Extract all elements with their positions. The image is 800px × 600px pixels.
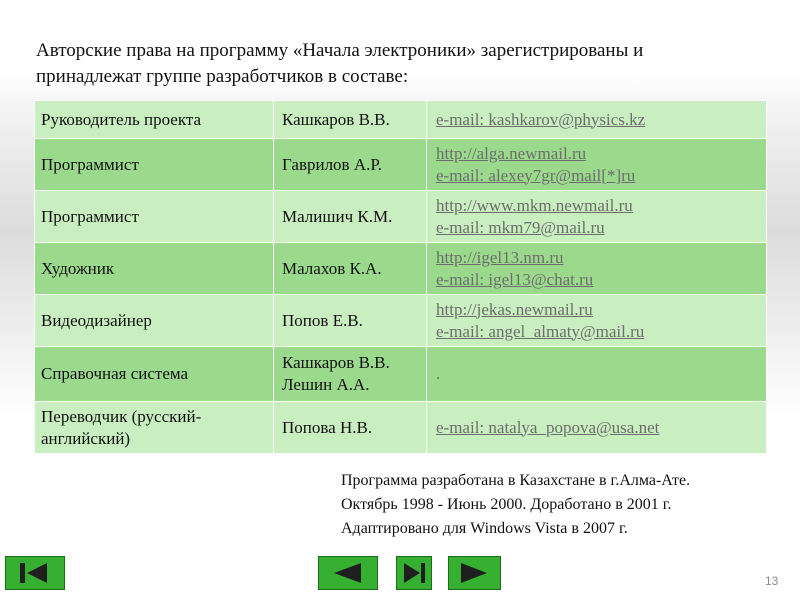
previous-slide-icon <box>319 557 377 589</box>
contact-cell <box>427 295 767 347</box>
role-cell <box>35 402 274 454</box>
role-cell <box>35 243 274 295</box>
email-link[interactable]: e-mail: angel_almaty@mail.ru <box>436 321 645 341</box>
first-slide-button[interactable] <box>5 556 65 590</box>
contact-cell <box>427 243 767 295</box>
team-row <box>35 402 767 454</box>
team-row <box>35 191 767 243</box>
previous-slide-button[interactable] <box>318 556 378 590</box>
role-cell <box>35 295 274 347</box>
team-row <box>35 295 767 347</box>
role-text: Программист <box>41 154 139 174</box>
name-cell <box>274 243 427 295</box>
next-slide-icon <box>449 557 500 589</box>
member-name: Кашкаров В.В. <box>282 109 390 129</box>
intro-text <box>36 38 776 90</box>
role-text: английский) <box>41 428 131 448</box>
member-name: Лешин А.А. <box>282 375 370 394</box>
team-row <box>35 139 767 191</box>
role-text: Руководитель проекта <box>41 109 202 129</box>
email-link[interactable]: e-mail: kashkarov@physics.kz <box>436 109 646 129</box>
intro-line-2: принадлежат группе разработчиков в составе: <box>36 66 409 87</box>
role-cell <box>35 139 274 191</box>
website-link[interactable]: http://jekas.newmail.ru <box>436 299 593 319</box>
last-slide-icon <box>397 557 431 589</box>
website-link[interactable]: http://www.mkm.newmail.ru <box>436 195 633 215</box>
email-link[interactable]: e-mail: mkm79@mail.ru <box>436 217 605 237</box>
email-link[interactable]: e-mail: natalya_popova@usa.net <box>436 417 660 437</box>
first-slide-icon <box>6 557 64 589</box>
member-name: Кашкаров В.В. <box>282 353 390 372</box>
role-text: Программист <box>41 206 139 226</box>
member-name: Малахов К.А. <box>282 258 382 278</box>
website-link[interactable]: http://igel13.nm.ru <box>436 247 564 267</box>
member-name: Попова Н.В. <box>282 417 373 437</box>
outro-text <box>341 469 791 541</box>
page-number: 13 <box>765 574 779 588</box>
role-cell <box>35 101 274 139</box>
team-row <box>35 101 767 139</box>
team-row <box>35 347 767 402</box>
contact-cell <box>427 347 767 402</box>
intro-line-1: Авторские права на программу «Начала электроники» зарегистрированы и <box>36 40 644 61</box>
outro-line-3: Адаптировано для Windows Vista в 2007 г. <box>341 520 628 537</box>
name-cell <box>274 139 427 191</box>
outro-line-1: Программа разработана в Казахстане в г.Алма-Ате. <box>341 472 691 489</box>
email-link[interactable]: e-mail: alexey7gr@mail[*]ru <box>436 165 636 185</box>
contact-placeholder: . <box>436 364 441 383</box>
contact-cell <box>427 402 767 454</box>
last-slide-button[interactable] <box>396 556 432 590</box>
member-name: Гаврилов А.Р. <box>282 154 382 174</box>
role-text: Переводчик (русский- <box>41 406 202 426</box>
role-cell <box>35 191 274 243</box>
name-cell <box>274 347 427 402</box>
credits-table <box>34 100 767 454</box>
outro-line-2: Октябрь 1998 - Июнь 2000. Доработано в 2001 г. <box>341 496 672 513</box>
team-row <box>35 243 767 295</box>
website-link[interactable]: http://alga.newmail.ru <box>436 143 587 163</box>
name-cell <box>274 101 427 139</box>
contact-cell <box>427 139 767 191</box>
next-slide-button[interactable] <box>448 556 501 590</box>
role-text: Видеодизайнер <box>41 310 152 330</box>
name-cell <box>274 402 427 454</box>
name-cell <box>274 295 427 347</box>
member-name: Попов Е.В. <box>282 310 363 330</box>
contact-cell <box>427 191 767 243</box>
role-text: Справочная система <box>41 364 189 383</box>
contact-cell <box>427 101 767 139</box>
role-text: Художник <box>41 258 115 278</box>
member-name: Малишич К.М. <box>282 206 393 226</box>
name-cell <box>274 191 427 243</box>
role-cell <box>35 347 274 402</box>
email-link[interactable]: e-mail: igel13@chat.ru <box>436 269 594 289</box>
